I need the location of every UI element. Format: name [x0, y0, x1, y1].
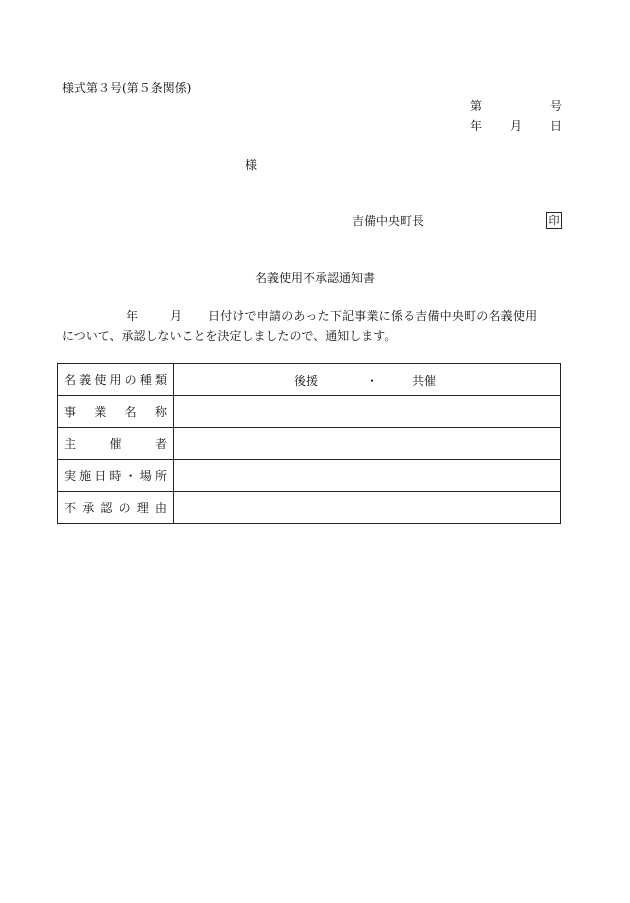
- value-datetime-place: [174, 460, 561, 492]
- table-row-event-name: [58, 396, 561, 428]
- label-char: 業: [94, 405, 107, 419]
- label-char: 時: [109, 469, 122, 483]
- label-char: 施: [79, 469, 92, 483]
- option-separator: ・: [366, 374, 379, 388]
- label-char: 主: [64, 437, 77, 451]
- label-char: 名: [64, 373, 77, 387]
- doc-no-prefix: 第: [470, 99, 483, 113]
- body-line-1-text: 日付けで申請のあった下記事業に係る吉備中央町の名義使用: [208, 309, 538, 323]
- form-number: 様式第３号(第５条関係): [62, 81, 192, 95]
- label-char: 者: [154, 437, 167, 451]
- label-char: の: [124, 373, 137, 387]
- issuer-title: 吉備中央町長: [352, 214, 425, 228]
- value-usage-type: [174, 364, 561, 396]
- label-char: 理: [136, 501, 149, 515]
- date-day: 日: [549, 119, 562, 133]
- label-char: 由: [154, 501, 167, 515]
- label-organizer: [58, 428, 174, 460]
- value-event-name: [174, 396, 561, 428]
- date-year: 年: [470, 119, 483, 133]
- label-event-name: [58, 396, 174, 428]
- label-char: 名: [124, 405, 137, 419]
- label-char: 所: [154, 469, 167, 483]
- label-char: 認: [100, 501, 113, 515]
- label-char: 不: [64, 501, 77, 515]
- label-char: 日: [94, 469, 107, 483]
- body-year: 年: [126, 309, 139, 323]
- body-line-2: について、承認しないことを決定しましたので、通知します。: [62, 329, 397, 343]
- label-char: 称: [154, 405, 167, 419]
- label-char: 実: [64, 469, 77, 483]
- label-char: 義: [79, 373, 92, 387]
- label-char: の: [118, 501, 131, 515]
- notice-table: [57, 363, 561, 524]
- table-row-organizer: [58, 428, 561, 460]
- label-reason: [58, 492, 174, 524]
- value-reason: [174, 492, 561, 524]
- label-char: 事: [64, 405, 77, 419]
- option-kyousai: 共催: [412, 374, 437, 388]
- seal-stamp-box: 印: [546, 212, 562, 229]
- addressee-honorific: 様: [245, 158, 258, 172]
- date-month: 月: [510, 119, 523, 133]
- label-datetime-place: [58, 460, 174, 492]
- value-organizer: [174, 428, 561, 460]
- table-row-datetime-place: [58, 460, 561, 492]
- label-char: 催: [109, 437, 122, 451]
- doc-no-suffix: 号: [549, 99, 562, 113]
- table-row-usage-type: [58, 364, 561, 396]
- label-char: ・: [124, 469, 137, 483]
- table-row-reason: [58, 492, 561, 524]
- label-char: 類: [154, 373, 167, 387]
- option-kouen: 後援: [294, 374, 319, 388]
- label-char: 使: [94, 373, 107, 387]
- label-char: 場: [139, 469, 152, 483]
- document-title: 名義使用不承認通知書: [254, 271, 375, 285]
- body-month: 月: [170, 309, 183, 323]
- label-char: 種: [139, 373, 152, 387]
- label-usage-type: [58, 364, 174, 396]
- label-char: 用: [109, 373, 122, 387]
- label-char: 承: [82, 501, 95, 515]
